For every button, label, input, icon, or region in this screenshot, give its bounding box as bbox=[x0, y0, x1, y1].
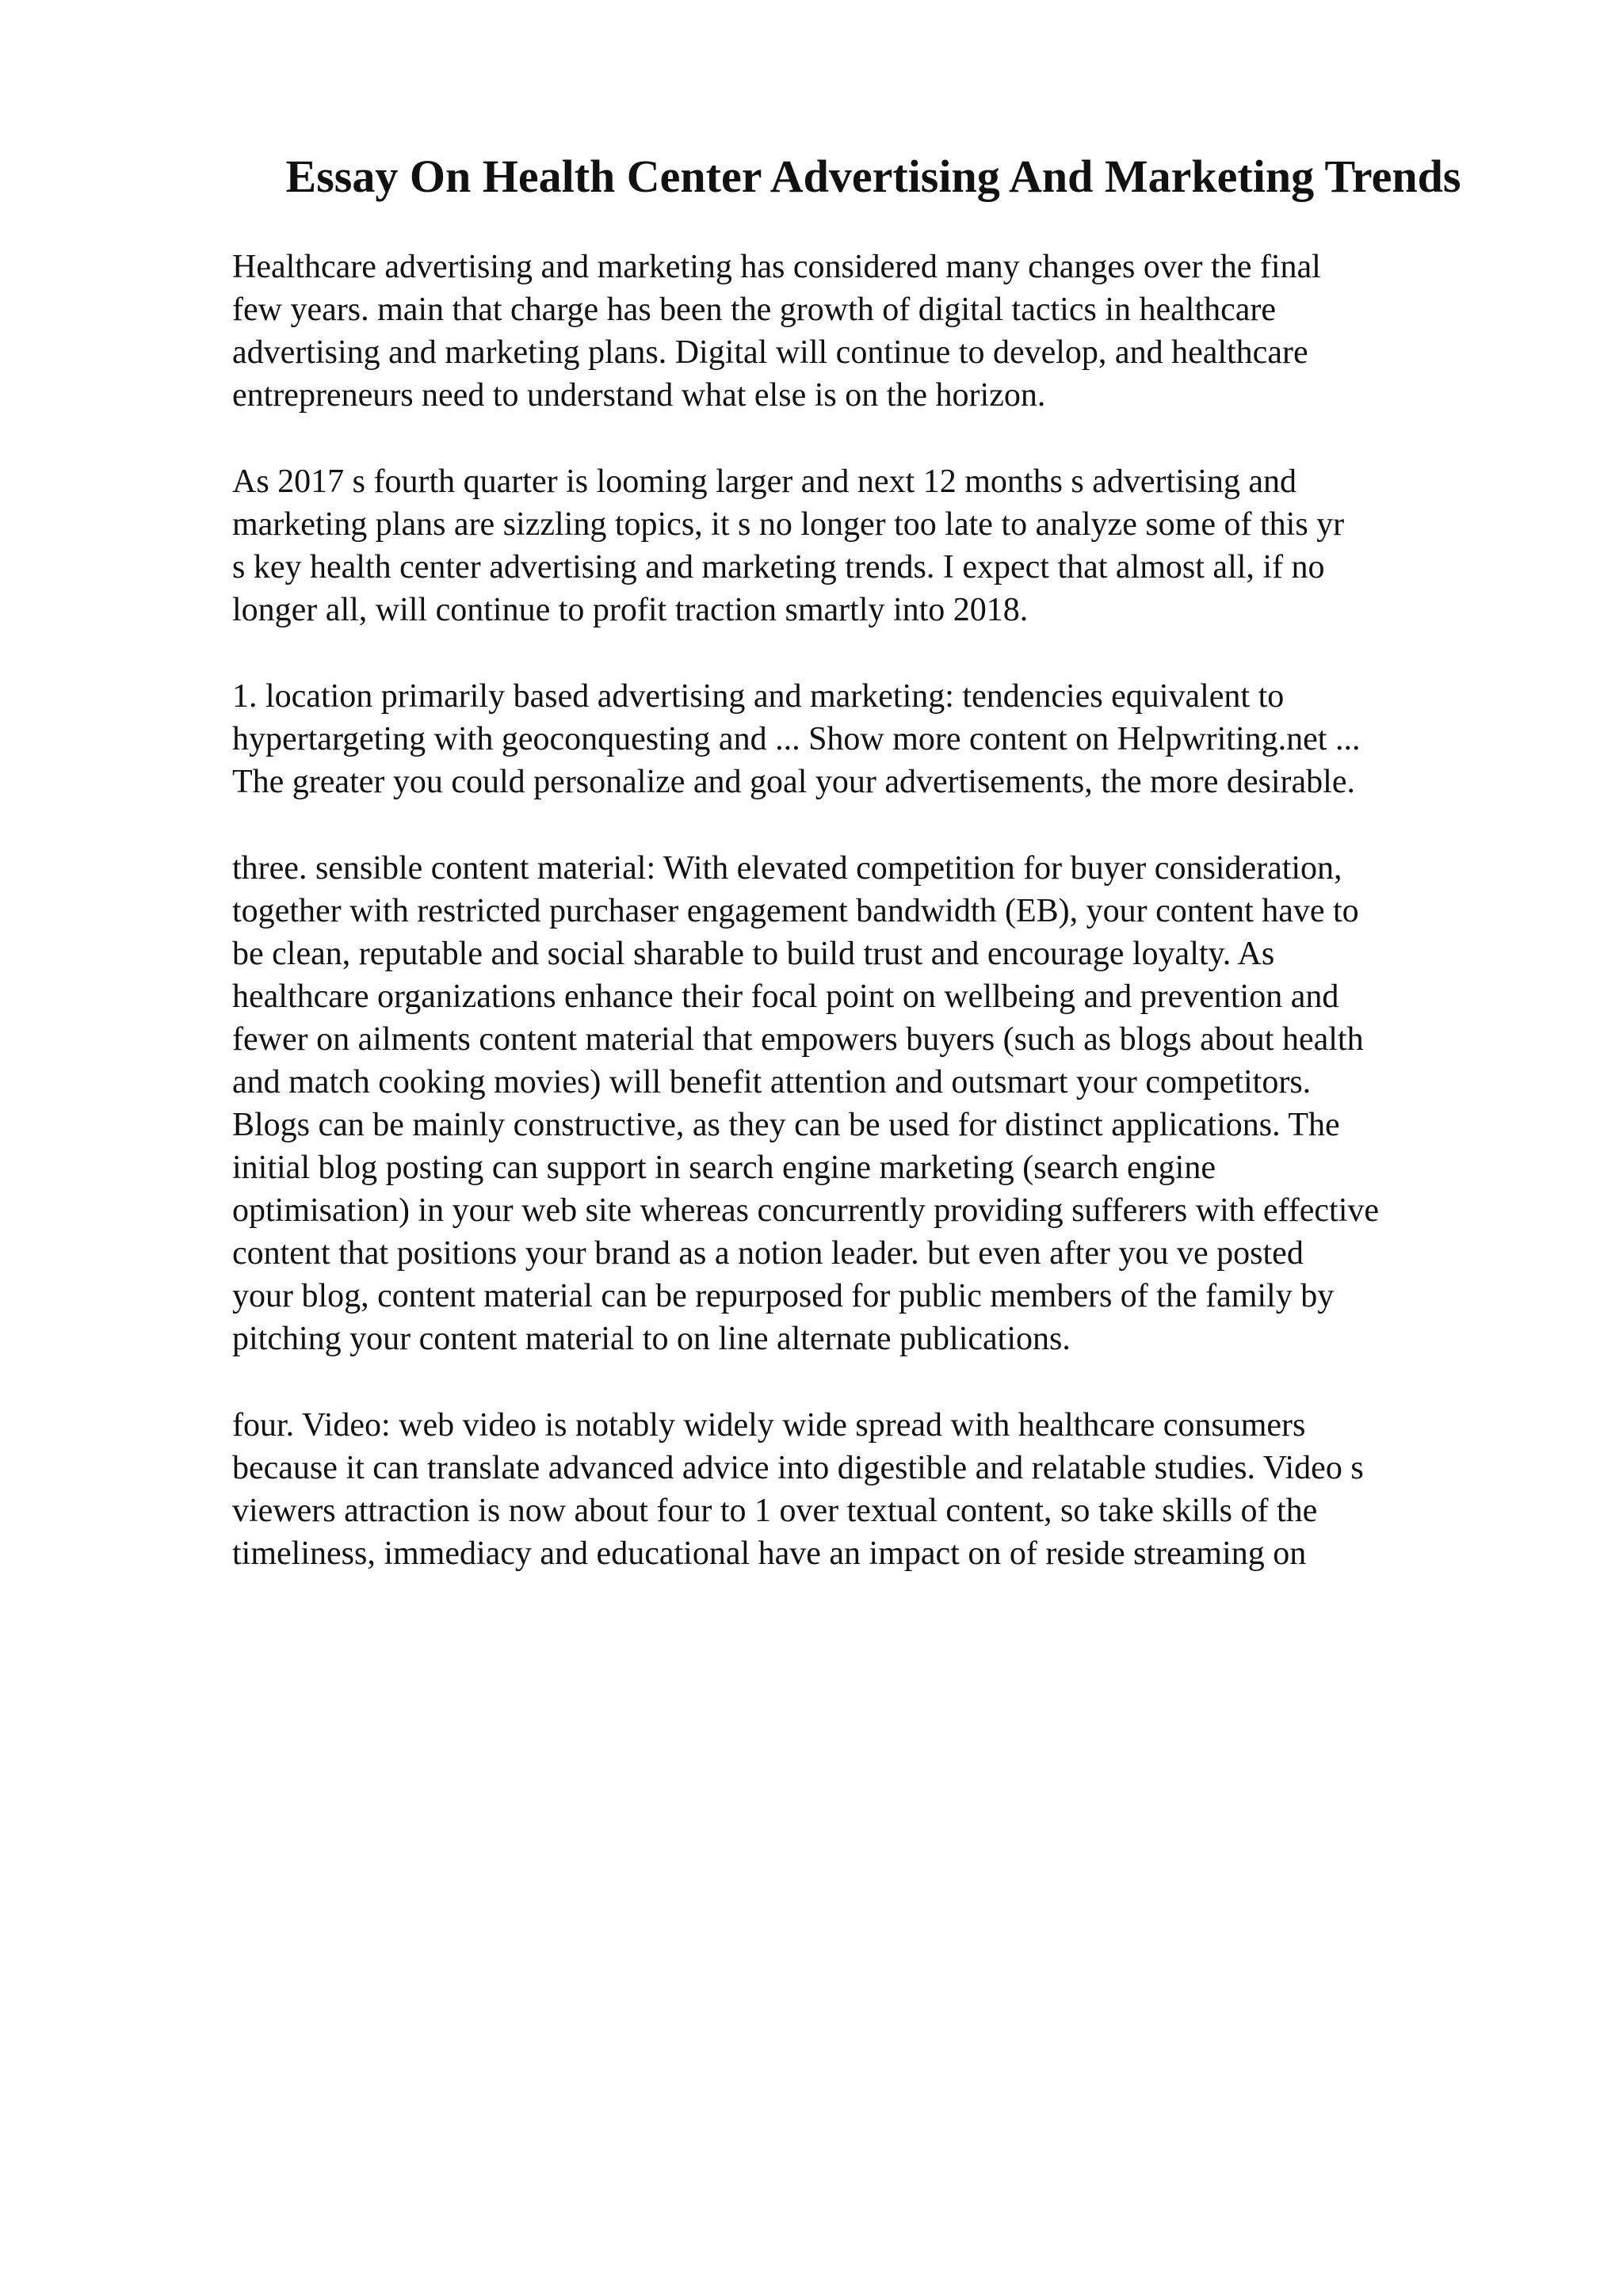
text-line: 1. location primarily based advertising and marketing: tendencies equivalent to bbox=[232, 678, 1285, 715]
text-line: and match cooking movies) will benefit attention and outsmart your competitors. bbox=[232, 1064, 1312, 1100]
paragraph-fourth-quarter bbox=[232, 460, 1564, 631]
paragraph-video bbox=[232, 1404, 1564, 1575]
text-line: advertising and marketing plans. Digital will continue to develop, and healthcare bbox=[232, 334, 1308, 371]
text-line: because it can translate advanced advice into digestible and relatable studies. Video s bbox=[232, 1450, 1364, 1486]
text-line: timeliness, immediacy and educational have an impact on of reside streaming on bbox=[232, 1535, 1307, 1572]
text-line: be clean, reputable and social sharable to build trust and encourage loyalty. As bbox=[232, 936, 1275, 972]
text-line: together with restricted purchaser engagement bandwidth (EB), your content have to bbox=[232, 893, 1359, 929]
text-line: few years. main that charge has been the growth of digital tactics in healthcare bbox=[232, 292, 1277, 328]
text-line: hypertargeting with geoconquesting and ... Show more content on Helpwriting.net ... bbox=[232, 721, 1361, 757]
paragraph-intro bbox=[232, 246, 1564, 417]
text-line: marketing plans are sizzling topics, it s no longer too late to analyze some of this yr bbox=[232, 506, 1345, 543]
text-line: entrepreneurs need to understand what else is on the horizon. bbox=[232, 377, 1046, 414]
text-line: pitching your content material to on line alternate publications. bbox=[232, 1321, 1071, 1357]
text-line: content that positions your brand as a notion leader. but even after you ve posted bbox=[232, 1235, 1304, 1272]
text-line: longer all, will continue to profit traction smartly into 2018. bbox=[232, 592, 1029, 628]
text-line: viewers attraction is now about four to 1 over textual content, so take skills of the bbox=[232, 1493, 1318, 1529]
text-line: optimisation) in your web site whereas concurrently providing sufferers with effective bbox=[232, 1192, 1380, 1229]
text-line: four. Video: web video is notably widely wide spread with healthcare consumers bbox=[232, 1407, 1306, 1444]
text-line: The greater you could personalize and goal your advertisements, the more desirable. bbox=[232, 764, 1355, 800]
text-line: three. sensible content material: With elevated competition for buyer consideration, bbox=[232, 850, 1342, 887]
paragraph-location-marketing bbox=[232, 675, 1564, 803]
essay-body bbox=[232, 246, 1564, 1619]
text-line: s key health center advertising and marketing trends. I expect that almost all, if no bbox=[232, 549, 1325, 585]
page-title: Essay On Health Center Advertising And Marketing Trends bbox=[285, 151, 1461, 202]
text-line: initial blog posting can support in search engine marketing (search engine bbox=[232, 1150, 1216, 1186]
text-line: Healthcare advertising and marketing has considered many changes over the final bbox=[232, 249, 1321, 285]
text-line: fewer on ailments content material that empowers buyers (such as blogs about health bbox=[232, 1021, 1364, 1058]
text-line: As 2017 s fourth quarter is looming larger and next 12 months s advertising and bbox=[232, 463, 1297, 500]
text-line: Blogs can be mainly constructive, as they can be used for distinct applications. The bbox=[232, 1107, 1340, 1143]
text-line: healthcare organizations enhance their focal point on wellbeing and prevention and bbox=[232, 978, 1339, 1015]
text-line: your blog, content material can be repurposed for public members of the family by bbox=[232, 1278, 1335, 1314]
paragraph-content-material bbox=[232, 847, 1564, 1360]
